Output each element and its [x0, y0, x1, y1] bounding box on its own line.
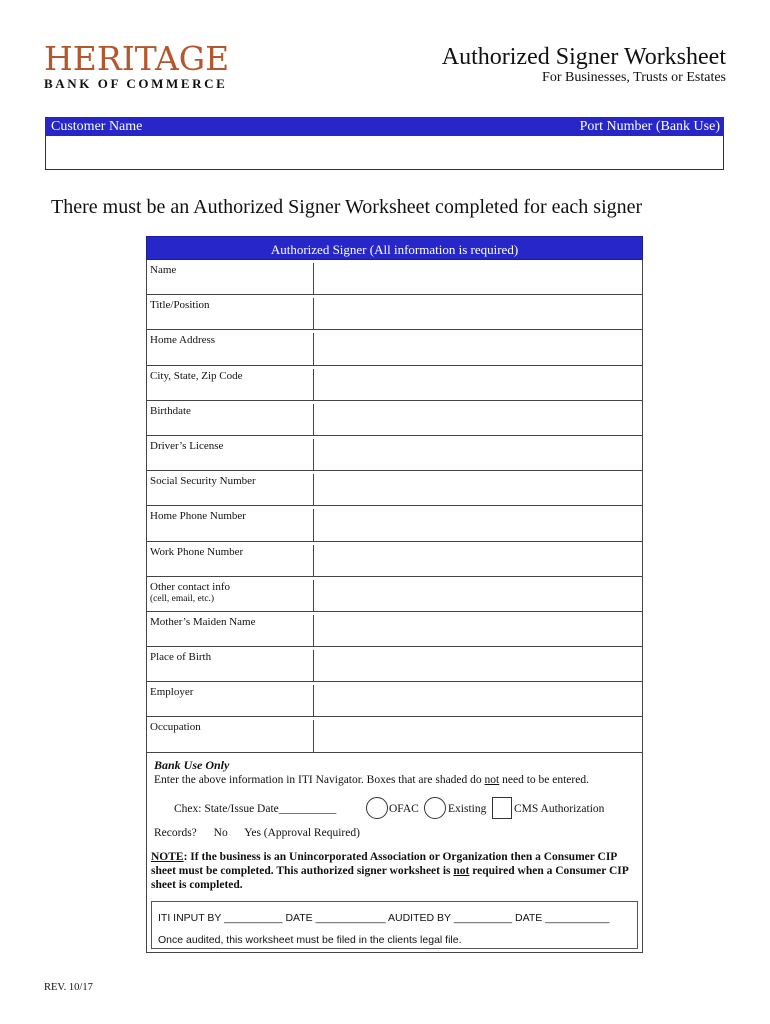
signer-field-label: Home Address — [150, 334, 216, 347]
audit-signoff-line[interactable]: ITI INPUT BY __________ DATE ____________ AUDITED BY __________ DATE ___________ — [158, 912, 610, 924]
bank-use-title: Bank Use Only — [154, 758, 230, 772]
signer-field-label: Home Phone Number — [150, 510, 246, 523]
signer-field-label: Driver’s License — [150, 439, 224, 452]
verification-checks — [174, 797, 644, 825]
signer-field-row — [146, 401, 643, 436]
signer-field-label: Birthdate — [150, 404, 191, 417]
chex-label: Chex: State/Issue Date__________ — [174, 803, 337, 815]
signer-field-label: City, State, Zip Code — [150, 369, 243, 382]
cms-authorization-label: CMS Authorization — [514, 803, 605, 815]
signer-field-label: Other contact info (cell, email, etc.) — [150, 581, 310, 605]
signer-field-row — [146, 506, 643, 541]
signer-field-row — [146, 471, 643, 506]
audit-box — [151, 901, 638, 949]
existing-label: Existing — [448, 803, 487, 815]
signer-field-row — [146, 682, 643, 717]
signer-field-row — [146, 295, 643, 330]
records-label: Records? — [154, 827, 197, 839]
signer-field-row — [146, 542, 643, 577]
bank-use-instructions: Enter the above information in ITI Navigator. Boxes that are shaded do not need to be entered. — [154, 774, 589, 786]
existing-checkbox[interactable] — [424, 797, 446, 819]
document-subtitle: For Businesses, Trusts or Estates — [542, 70, 726, 85]
signer-field-input[interactable] — [313, 439, 642, 470]
signer-field-row — [146, 577, 643, 612]
signer-field-row — [146, 436, 643, 471]
signer-field-note: (cell, email, etc.) — [150, 593, 215, 604]
signer-field-label: Mother’s Maiden Name — [150, 615, 256, 628]
signer-field-row — [146, 366, 643, 401]
signer-field-row — [146, 330, 643, 365]
logo-tagline: BANK OF COMMERCE — [44, 76, 228, 91]
signer-field-input[interactable] — [313, 509, 642, 540]
signer-field-row — [146, 260, 643, 295]
customer-name-label: Customer Name — [51, 119, 143, 134]
signer-field-input[interactable] — [313, 263, 642, 294]
signer-field-input[interactable] — [313, 298, 642, 329]
records-no-option[interactable]: No — [213, 827, 228, 839]
signer-notice: There must be an Authorized Signer Worksheet completed for each signer — [51, 196, 643, 218]
signer-field-input[interactable] — [313, 404, 642, 435]
records-question — [154, 827, 374, 839]
signer-field-label: Occupation — [150, 721, 201, 734]
signer-field-input[interactable] — [313, 720, 642, 751]
signer-field-input[interactable] — [313, 545, 642, 576]
signer-field-label: Place of Birth — [150, 651, 212, 664]
cip-note: NOTE: If the business is an Unincorporated Association or Organization then a Consumer CIP sheet must be completed. This authorized signer worksheet is not required when a Consumer CIP sheet is completed. — [151, 851, 629, 891]
signer-field-row — [146, 717, 643, 752]
customer-name-field[interactable] — [45, 136, 724, 170]
signer-field-label: Employer — [150, 686, 194, 699]
signer-field-input[interactable] — [313, 650, 642, 681]
signer-field-label: Work Phone Number — [150, 545, 244, 558]
signer-field-input[interactable] — [313, 615, 642, 646]
signer-field-input[interactable] — [313, 685, 642, 716]
bank-use-section — [146, 751, 643, 953]
cms-authorization-checkbox[interactable] — [492, 797, 512, 819]
bank-logo — [44, 39, 254, 92]
signer-field-input[interactable] — [313, 369, 642, 400]
signer-field-label: Title/Position — [150, 299, 210, 312]
signer-field-row — [146, 647, 643, 682]
records-yes-option[interactable]: Yes (Approval Required) — [244, 827, 360, 839]
signer-field-input[interactable] — [313, 333, 642, 364]
ofac-label: OFAC — [389, 803, 419, 815]
signer-field-input[interactable] — [313, 580, 642, 611]
ofac-checkbox[interactable] — [366, 797, 388, 819]
signer-field-label: Name — [150, 264, 177, 276]
authorized-signer-table — [146, 236, 643, 753]
logo-wordmark: HERITAGE — [44, 39, 230, 78]
signer-field-label: Social Security Number — [150, 475, 256, 488]
customer-header-bar — [45, 117, 724, 136]
audit-filing-instruction: Once audited, this worksheet must be filed in the clients legal file. — [158, 934, 462, 946]
document-title: Authorized Signer Worksheet — [441, 44, 726, 70]
port-number-label: Port Number (Bank Use) — [579, 119, 720, 134]
revision-label: REV. 10/17 — [44, 982, 93, 993]
signer-field-row — [146, 612, 643, 647]
signer-field-input[interactable] — [313, 474, 642, 505]
signer-table-heading: Authorized Signer (All information is required) — [146, 236, 643, 260]
